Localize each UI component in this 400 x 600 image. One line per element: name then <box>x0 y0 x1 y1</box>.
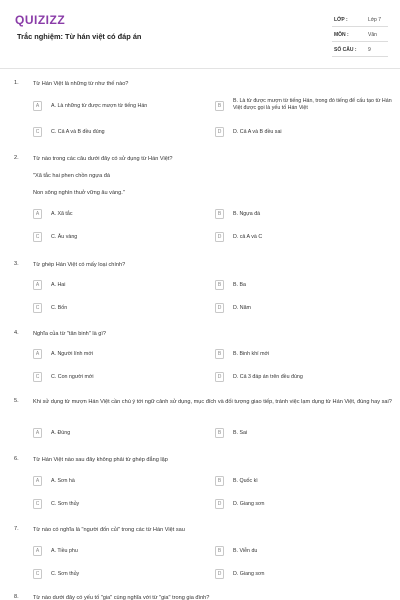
meta-value: Lớp 7 <box>368 17 382 23</box>
option-letter-box: C <box>33 232 42 242</box>
option-1c[interactable] <box>33 127 203 138</box>
option-text: B. Quốc kì <box>233 478 258 484</box>
option-2a[interactable] <box>33 209 203 220</box>
option-letter-box: A <box>33 101 42 111</box>
option-letter-box: A <box>33 349 42 359</box>
option-text: A. Là những từ được mượn từ tiếng Hán <box>51 103 148 109</box>
option-letter-box: D <box>215 372 224 382</box>
option-letter-box: B <box>215 546 224 556</box>
option-text: B. Ngựa đá <box>233 211 261 217</box>
option-letter-box: D <box>215 499 224 509</box>
option-text: C. Bốn <box>51 305 68 311</box>
option-letter-box: A <box>33 280 42 290</box>
option-4d[interactable] <box>215 372 385 383</box>
option-text: B. Viễn du <box>233 548 258 554</box>
option-text: B. Sai <box>233 430 248 436</box>
meta-value: 9 <box>368 47 371 53</box>
option-letter-box: D <box>215 569 224 579</box>
meta-label: LỚP : <box>334 17 348 23</box>
question-number: 8. <box>14 594 19 600</box>
option-letter-box: A <box>33 209 42 219</box>
option-text: A. Người lính mới <box>51 351 93 357</box>
header-divider <box>0 68 400 69</box>
option-letter-box: B <box>215 209 224 219</box>
option-text: A. Hai <box>51 282 66 288</box>
option-2c[interactable] <box>33 232 203 243</box>
option-3c[interactable] <box>33 303 203 314</box>
option-1b[interactable] <box>215 98 392 112</box>
quote-line: Non sông nghìn thuở vững âu vàng." <box>33 190 125 196</box>
option-text: D. Năm <box>233 305 251 311</box>
option-text: D. Cả 3 đáp án trên đều đúng <box>233 374 303 380</box>
option-7a[interactable] <box>33 546 203 557</box>
question-number: 6. <box>14 456 19 462</box>
option-text: A. Đúng <box>51 430 71 436</box>
option-letter-box: A <box>33 428 42 438</box>
option-1d[interactable] <box>215 127 385 138</box>
option-7b[interactable] <box>215 546 385 557</box>
question-number: 7. <box>14 526 19 532</box>
question-text: Từ nào trong các câu dưới đây có sử dụng từ Hán Việt? <box>33 156 173 162</box>
option-3d[interactable] <box>215 303 385 314</box>
option-text: A. Xã tắc <box>51 211 73 217</box>
meta-row-grade <box>332 14 388 27</box>
question-text: Từ ghép Hán Việt có mấy loại chính? <box>33 262 126 268</box>
option-text: C. Cả A và B đều đúng <box>51 129 105 135</box>
option-text: D. Giang sơn <box>233 501 265 507</box>
meta-row-subject <box>332 29 388 42</box>
option-6b[interactable] <box>215 476 385 487</box>
question-number: 3. <box>14 261 19 267</box>
option-text: C. Sơn thủy <box>51 501 80 507</box>
option-letter-box: B <box>215 349 224 359</box>
option-letter-box: B <box>215 101 224 111</box>
option-text: B. Binh khí mới <box>233 351 270 357</box>
option-1a[interactable] <box>33 101 203 112</box>
option-6a[interactable] <box>33 476 203 487</box>
option-letter-box: D <box>215 232 224 242</box>
option-letter-box: C <box>33 303 42 313</box>
option-text: C. Con người mới <box>51 374 94 380</box>
question-text: Từ nào dưới đây có yếu tố "gia" cùng nghĩa với từ "gia" trong gia đình? <box>33 595 210 600</box>
question-number: 5. <box>14 398 19 404</box>
question-text: Từ Hán Việt nào sau đây không phải từ ghép đẳng lập <box>33 457 168 463</box>
option-letter-box: B <box>215 280 224 290</box>
meta-value: Văn <box>368 32 377 38</box>
option-letter-box: A <box>33 476 42 486</box>
option-6d[interactable] <box>215 499 385 510</box>
option-5a[interactable] <box>33 428 203 439</box>
question-text: Từ Hán Việt là những từ như thế nào? <box>33 81 129 87</box>
question-text: Nghĩa của từ "tân binh" là gì? <box>33 331 107 337</box>
option-5b[interactable] <box>215 428 385 439</box>
question-number: 4. <box>14 330 19 336</box>
option-text: B. Ba <box>233 282 246 288</box>
option-text: D. Cả A và B đều sai <box>233 129 282 135</box>
option-6c[interactable] <box>33 499 203 510</box>
quizizz-logo: QUIZIZZ <box>15 13 66 27</box>
meta-label: MÔN : <box>334 32 349 38</box>
option-letter-box: B <box>215 476 224 486</box>
option-text: C. Âu vàng <box>51 234 78 240</box>
option-letter-box: C <box>33 372 42 382</box>
option-text: D. cả A và C <box>233 234 263 240</box>
option-text: C. Sơn thủy <box>51 571 80 577</box>
option-letter-box: C <box>33 569 42 579</box>
option-4c[interactable] <box>33 372 203 383</box>
option-text: B. Là từ được mượn từ tiếng Hán, trong đó tiếng để cấu tạo từ Hán Việt được gọi là yếu tố Hán Việt <box>233 98 392 111</box>
option-letter-box: C <box>33 499 42 509</box>
question-number: 2. <box>14 155 19 161</box>
question-text: Từ nào có nghĩa là "người đốn củi" trong các từ Hán Việt sau <box>33 527 185 533</box>
option-3a[interactable] <box>33 280 203 291</box>
option-text: A. Tiều phu <box>51 548 78 554</box>
question-number: 1. <box>14 80 19 86</box>
option-letter-box: C <box>33 127 42 137</box>
option-2d[interactable] <box>215 232 385 243</box>
worksheet-title: Trắc nghiệm: Từ hán việt có đáp án <box>17 32 142 41</box>
meta-row-question-count <box>332 44 388 57</box>
option-letter-box: B <box>215 428 224 438</box>
option-letter-box: D <box>215 127 224 137</box>
option-letter-box: D <box>215 303 224 313</box>
question-text: Khi sử dụng từ mượn Hán Việt cần chú ý tới ngữ cảnh sử dụng, mục đích và đối tượng giao tiếp, tránh việc lạm dụng từ Hán Việt, đúng hay sai? <box>33 399 392 405</box>
option-3b[interactable] <box>215 280 385 291</box>
worksheet-header <box>0 0 400 66</box>
option-letter-box: A <box>33 546 42 556</box>
option-7c[interactable] <box>33 569 203 580</box>
option-7d[interactable] <box>215 569 385 580</box>
meta-label: SỐ CÂU : <box>334 47 357 53</box>
option-text: A. Sơn hà <box>51 478 75 484</box>
option-2b[interactable] <box>215 209 385 220</box>
option-4b[interactable] <box>215 349 385 360</box>
option-4a[interactable] <box>33 349 203 360</box>
quote-line: "Xã tắc hai phen chồn ngựa đá <box>33 173 110 179</box>
option-text: D. Giang sơn <box>233 571 265 577</box>
